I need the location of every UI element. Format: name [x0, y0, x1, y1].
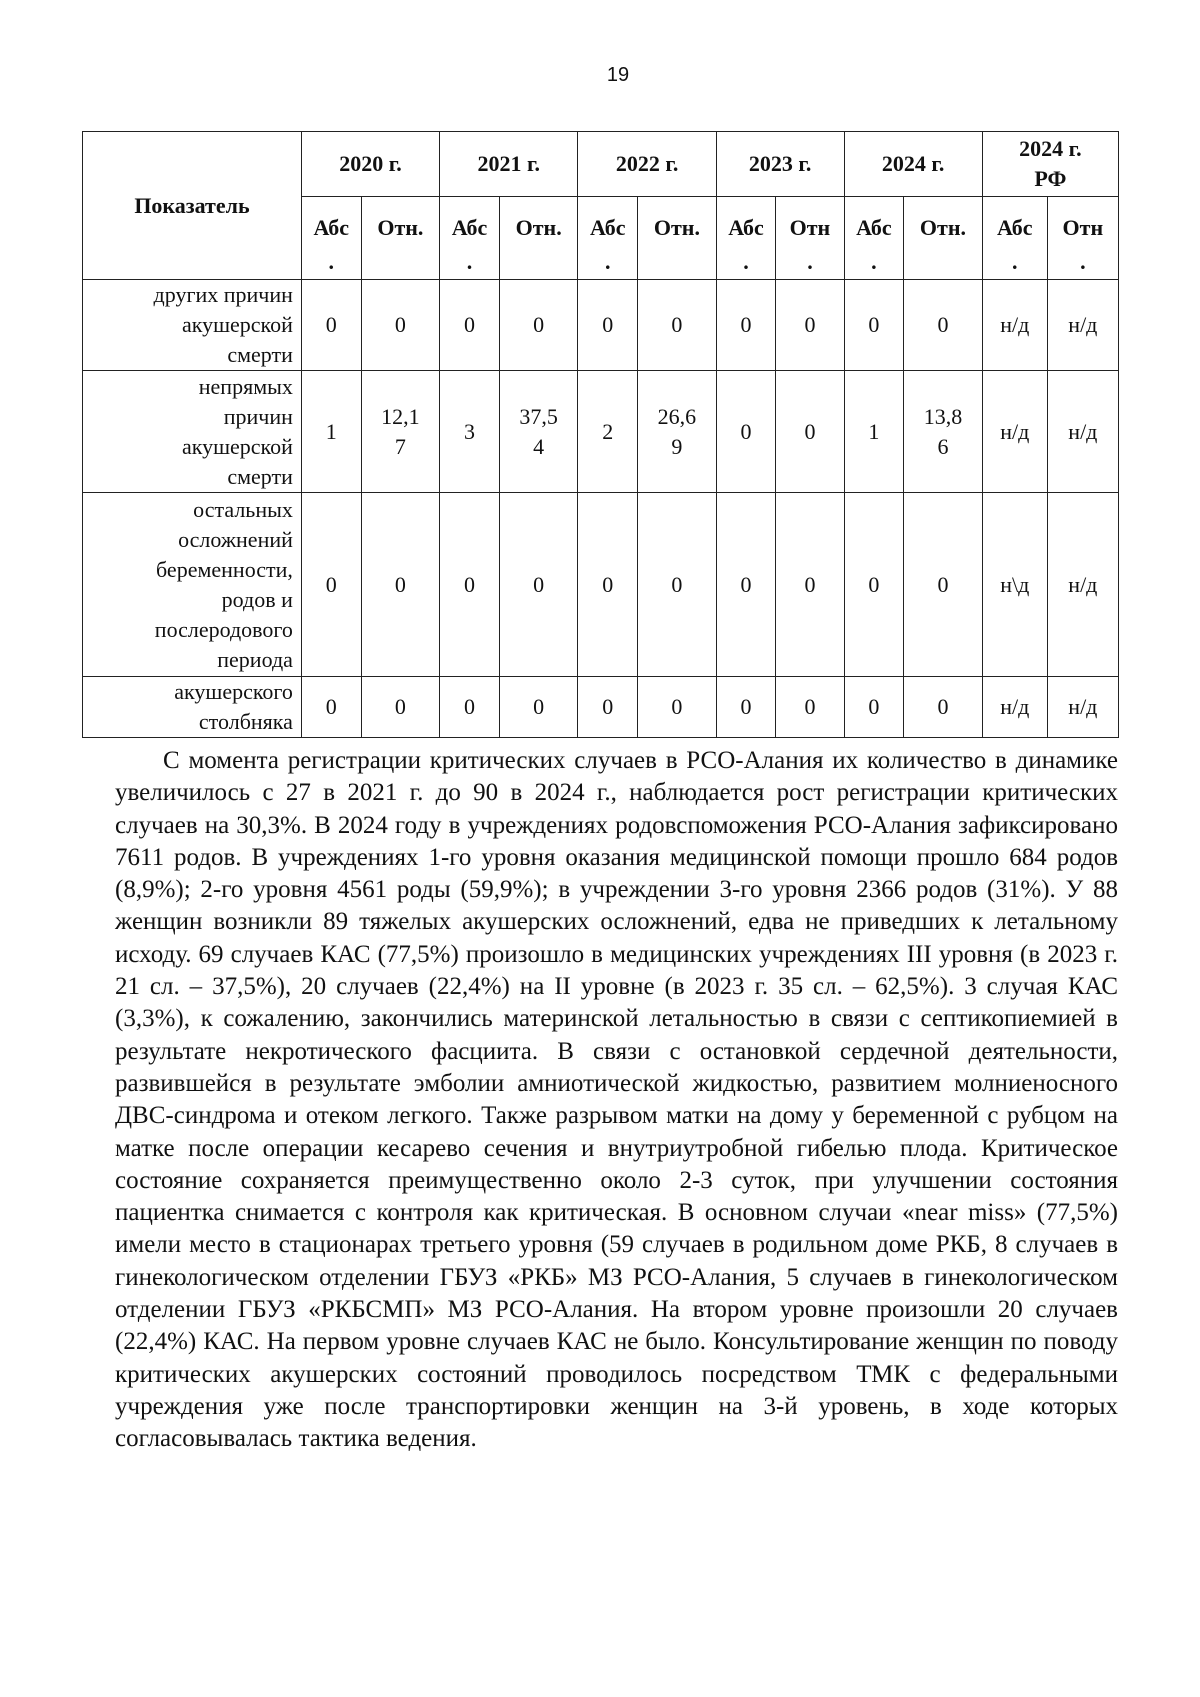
- table-cell: 0: [578, 493, 638, 677]
- maternal-mortality-table: [82, 131, 1119, 738]
- year-header: 2024 г.: [844, 132, 982, 197]
- row-label: остальных осложнений беременности, родов и послеродового периода: [83, 493, 302, 677]
- rel-header: Отн.: [361, 197, 440, 280]
- row-label: непрямых причин акушерской смерти: [83, 371, 302, 493]
- table-cell: 0: [301, 677, 361, 738]
- rel-header: Отн .: [776, 197, 844, 280]
- table-cell: 3: [440, 371, 500, 493]
- abs-header: Абс .: [578, 197, 638, 280]
- abs-header: Абс .: [301, 197, 361, 280]
- abs-header: Абс .: [982, 197, 1047, 280]
- table-cell: 0: [776, 493, 844, 677]
- table-cell: 0: [499, 677, 578, 738]
- table-cell: 1: [844, 371, 904, 493]
- table-cell: 0: [440, 677, 500, 738]
- year-header: 2023 г.: [716, 132, 844, 197]
- table-cell: 0: [578, 280, 638, 371]
- table-cell: 0: [301, 493, 361, 677]
- table-cell: 0: [776, 677, 844, 738]
- abs-header: Абс .: [716, 197, 776, 280]
- page-number: 19: [606, 64, 630, 86]
- year-header: 2020 г.: [301, 132, 439, 197]
- indicator-header: Показатель: [83, 132, 302, 280]
- table-cell: 0: [716, 371, 776, 493]
- table-cell: 0: [904, 493, 983, 677]
- table-cell: 26,6 9: [638, 371, 717, 493]
- table-cell: 0: [844, 677, 904, 738]
- table-cell: 2: [578, 371, 638, 493]
- table-row: [83, 371, 1119, 493]
- rel-header: Отн .: [1047, 197, 1118, 280]
- table-cell: 0: [776, 371, 844, 493]
- table-cell: 0: [716, 493, 776, 677]
- row-label: акушерского столбняка: [83, 677, 302, 738]
- table-cell: н/д: [1047, 371, 1118, 493]
- table-cell: 0: [361, 493, 440, 677]
- table-cell: 0: [844, 493, 904, 677]
- table-cell: н/д: [1047, 677, 1118, 738]
- abs-header: Абс .: [844, 197, 904, 280]
- table-cell: н/д: [1047, 493, 1118, 677]
- table-cell: 0: [361, 280, 440, 371]
- rel-header: Отн.: [499, 197, 578, 280]
- table-cell: 0: [499, 280, 578, 371]
- rel-header: Отн.: [638, 197, 717, 280]
- table-cell: 0: [716, 677, 776, 738]
- table-cell: 0: [776, 280, 844, 371]
- row-label: других причин акушерской смерти: [83, 280, 302, 371]
- table-cell: 0: [301, 280, 361, 371]
- table-cell: 0: [361, 677, 440, 738]
- table-cell: н/д: [982, 677, 1047, 738]
- year-header: 2021 г.: [440, 132, 578, 197]
- table-cell: 0: [638, 677, 717, 738]
- table-cell: 37,5 4: [499, 371, 578, 493]
- table-cell: н/д: [1047, 280, 1118, 371]
- table-row: [83, 493, 1119, 677]
- table-cell: 1: [301, 371, 361, 493]
- body-paragraph: С момента регистрации критических случаев в РСО-Алания их количество в динамике увеличилось с 27 в 2021 г. до 90 в 2024 г., наблюдается рост регистрации критических случаев на 30,3%. В 2024 году в учреждениях родовспоможения РСО-Алания зафиксировано 7611 родов. В учреждениях 1-го уровня оказания медицинской помощи прошло 684 родов (8,9%); 2-го уровня 4561 роды (59,9%); в учреждении 3-го уровня 2366 родов (31%). У 88 женщин возникли 89 тяжелых акушерских осложнений, едва не приведших к летальному исходу. 69 случаев КАС (77,5%) произошло в медицинских учреждениях III уровня (в 2023 г. 21 сл. – 37,5%), 20 случаев (22,4%) на II уровне (в 2023 г. 35 сл. – 62,5%). 3 случая КАС (3,3%), к сожалению, закончились материнской летальностью в связи с септикопиемией в результате некротического фасциита. В связи с остановкой сердечной деятельности, развившейся в результате эмболии амниотической жидкостью, развитием молниеносного ДВС-синдрома и отеком легкого. Также разрывом матки на дому у беременной с рубцом на матке после операции кесарево сечения и внутриутробной гибелью плода. Критическое состояние сохраняется преимущественно около 2-3 суток, при улучшении состояния пациентка снимается с контроля как критическая. В основном случаи «near miss» (77,5%) имели место в стационарах третьего уровня (59 случаев в родильном доме РКБ, 8 случаев в гинекологическом отделении ГБУЗ «РКБ» МЗ РСО-Алания, 5 случаев в гинекологическом отделении ГБУЗ «РКБСМП» МЗ РСО-Алания. На втором уровне произошли 20 случаев (22,4%) КАС. На первом уровне случаев КАС не было. Консультирование женщин по поводу критических акушерских состояний проводилось посредством ТМК с федеральными учреждения уже после транспортировки женщин на 3-й уровень, в ходе которых согласовывалась тактика ведения.: [115, 747, 1118, 1453]
- table-cell: 0: [499, 493, 578, 677]
- year-header-rf: 2024 г. РФ: [982, 132, 1118, 197]
- table-row: [83, 677, 1119, 738]
- table-cell: 0: [716, 280, 776, 371]
- table-cell: н/д: [982, 280, 1047, 371]
- table-cell: 13,8 6: [904, 371, 983, 493]
- abs-header: Абс .: [440, 197, 500, 280]
- table-cell: 0: [638, 280, 717, 371]
- year-header: 2022 г.: [578, 132, 716, 197]
- table-cell: 0: [844, 280, 904, 371]
- table-cell: 0: [440, 280, 500, 371]
- table-cell: 0: [904, 280, 983, 371]
- table-cell: 0: [904, 677, 983, 738]
- table-cell: н/д: [982, 371, 1047, 493]
- table-cell: 12,1 7: [361, 371, 440, 493]
- table-cell: 0: [638, 493, 717, 677]
- table-cell: 0: [578, 677, 638, 738]
- table-cell: 0: [440, 493, 500, 677]
- table-cell: н\д: [982, 493, 1047, 677]
- rel-header: Отн.: [904, 197, 983, 280]
- table-row: [83, 280, 1119, 371]
